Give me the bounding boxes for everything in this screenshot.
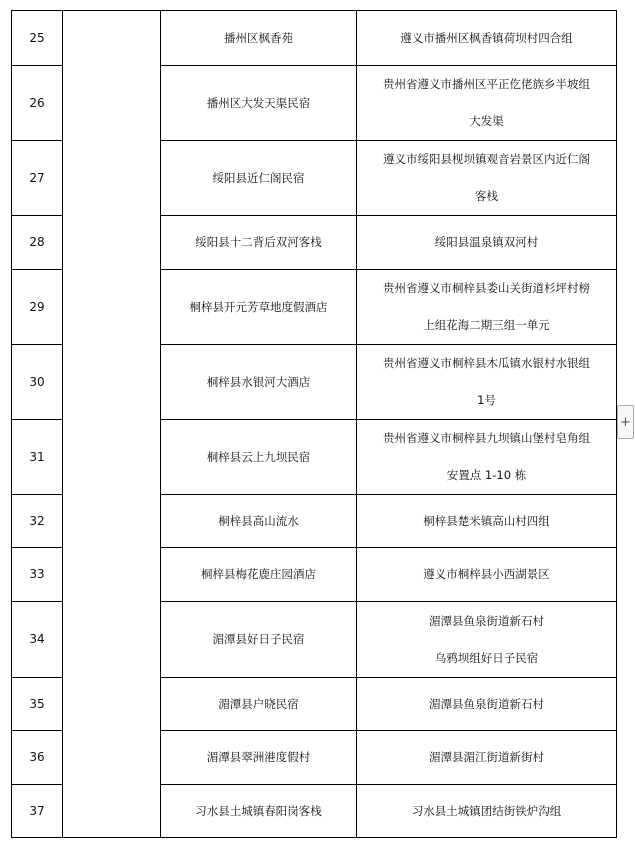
hotel-name: 湄潭县好日子民宿 — [161, 602, 357, 678]
row-number: 27 — [12, 141, 63, 216]
row-number: 33 — [12, 548, 63, 602]
table-row — [12, 11, 617, 66]
hotel-name: 湄潭县翠洲港度假村 — [161, 731, 357, 785]
row-number: 26 — [12, 66, 63, 141]
table-body — [12, 11, 617, 838]
add-row-button[interactable] — [617, 405, 634, 439]
row-number: 25 — [12, 11, 63, 66]
row-number: 37 — [12, 785, 63, 838]
hotel-address: 绥阳县温泉镇双河村 — [357, 216, 617, 270]
hotel-name: 桐梓县水银河大酒店 — [161, 345, 357, 420]
hotel-name: 湄潭县户晓民宿 — [161, 678, 357, 731]
row-number: 36 — [12, 731, 63, 785]
hotel-address: 桐梓县楚米镇高山村四组 — [357, 495, 617, 548]
hotel-address: 贵州省遵义市桐梓县娄山关街道杉坪村榜 上组花海二期三组一单元 — [357, 270, 617, 345]
hotel-name: 习水县土城镇春阳岗客栈 — [161, 785, 357, 838]
hotel-address: 遵义市桐梓县小西湖景区 — [357, 548, 617, 602]
row-number: 34 — [12, 602, 63, 678]
plus-icon: + — [620, 414, 631, 430]
hotel-list-table — [11, 10, 617, 838]
hotel-address: 贵州省遵义市桐梓县九坝镇山堡村皂角组 安置点 1-10 栋 — [357, 420, 617, 495]
hotel-address: 湄潭县鱼泉街道新石村 — [357, 678, 617, 731]
row-number: 30 — [12, 345, 63, 420]
merged-category-cell — [63, 11, 161, 838]
hotel-name: 桐梓县高山流水 — [161, 495, 357, 548]
hotel-name: 绥阳县近仁阁民宿 — [161, 141, 357, 216]
hotel-address: 湄潭县湄江街道新街村 — [357, 731, 617, 785]
hotel-name: 播州区大发天渠民宿 — [161, 66, 357, 141]
row-number: 32 — [12, 495, 63, 548]
hotel-address: 贵州省遵义市桐梓县木瓜镇水银村水银组 1号 — [357, 345, 617, 420]
hotel-name: 绥阳县十二背后双河客栈 — [161, 216, 357, 270]
row-number: 28 — [12, 216, 63, 270]
hotel-address: 遵义市播州区枫香镇荷坝村四合组 — [357, 11, 617, 66]
hotel-address: 习水县土城镇团结街铁炉沟组 — [357, 785, 617, 838]
row-number: 29 — [12, 270, 63, 345]
hotel-name: 播州区枫香苑 — [161, 11, 357, 66]
hotel-name: 桐梓县梅花鹿庄园酒店 — [161, 548, 357, 602]
hotel-name: 桐梓县云上九坝民宿 — [161, 420, 357, 495]
hotel-name: 桐梓县开元芳草地度假酒店 — [161, 270, 357, 345]
row-number: 31 — [12, 420, 63, 495]
hotel-address: 湄潭县鱼泉街道新石村 乌鸦坝组好日子民宿 — [357, 602, 617, 678]
hotel-address: 贵州省遵义市播州区平正仡佬族乡半坡组 大发渠 — [357, 66, 617, 141]
row-number: 35 — [12, 678, 63, 731]
hotel-address: 遵义市绥阳县枧坝镇观音岩景区内近仁阁 客栈 — [357, 141, 617, 216]
